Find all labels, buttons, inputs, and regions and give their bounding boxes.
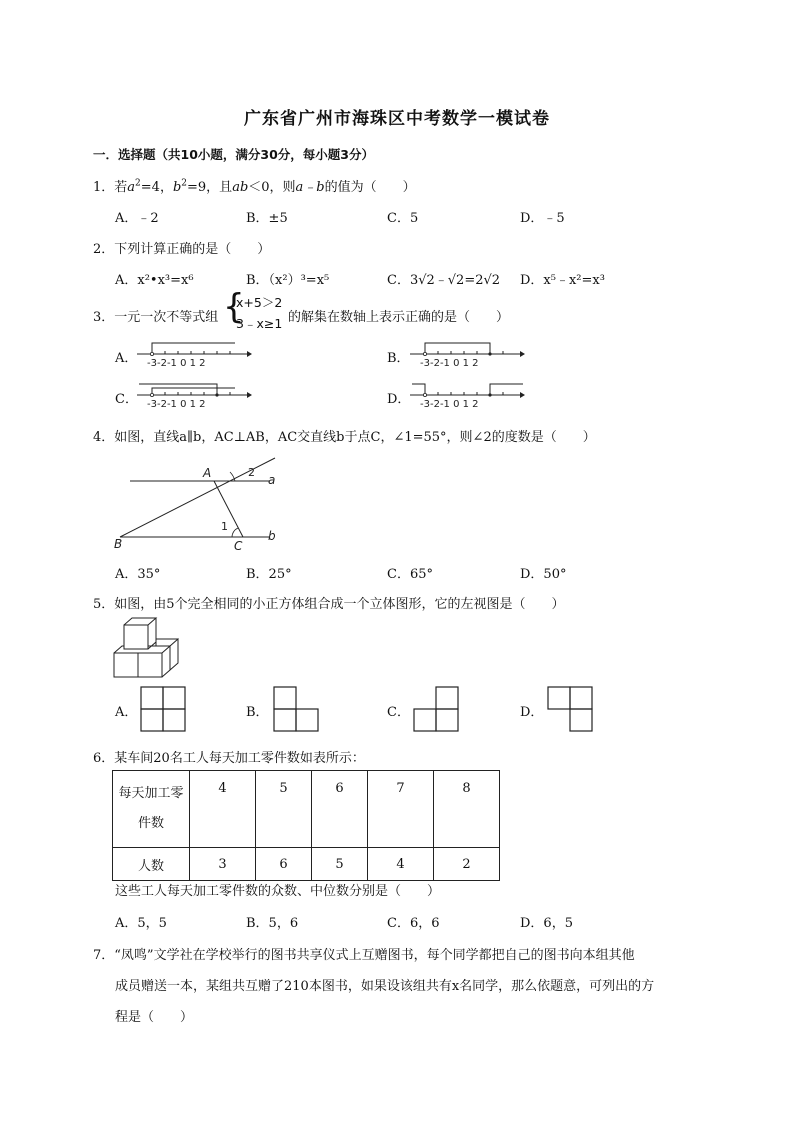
- q6-option-d[interactable]: D．6，5: [520, 916, 573, 931]
- question-2-stem: 2．下列计算正确的是（ ）: [93, 242, 271, 257]
- q6-row1-header: [113, 771, 190, 848]
- table-cell: 4: [190, 771, 256, 848]
- q1-option-a[interactable]: A．﹣2: [115, 211, 159, 226]
- q6-row1-header-line1: 每天加工零: [118, 786, 184, 801]
- q1-var-a: a: [127, 180, 136, 195]
- q5-option-c-label[interactable]: C．: [387, 705, 410, 720]
- q3-inequality-2: 3﹣x≥1: [236, 316, 283, 331]
- q1-option-c[interactable]: C．5: [387, 211, 419, 226]
- label-angle-2: 2: [248, 466, 255, 479]
- table-cell: 5: [312, 848, 368, 881]
- q4-option-d[interactable]: D．50°: [520, 567, 567, 582]
- line-ac: [214, 481, 243, 537]
- q3-option-a-label[interactable]: A．: [115, 351, 138, 366]
- table-row: [113, 771, 500, 848]
- q3-number-line-a: [135, 338, 255, 368]
- q2-option-a[interactable]: A．x²•x³=x⁶: [115, 273, 194, 288]
- q6-table: [112, 770, 500, 881]
- q1-var-amb: a﹣b: [295, 180, 325, 195]
- q4-option-a[interactable]: A．35°: [115, 567, 161, 582]
- q3-option-c-label[interactable]: C．: [115, 392, 138, 407]
- question-3-stem-pre: 3．一元一次不等式组: [93, 310, 219, 325]
- q1-sq-b: 2: [181, 178, 188, 189]
- question-7-line-3: 程是（ ）: [115, 1010, 194, 1025]
- q4-option-c[interactable]: C．65°: [387, 567, 433, 582]
- q3-option-d-label[interactable]: D．: [387, 392, 411, 407]
- q4-option-b[interactable]: B．25°: [246, 567, 292, 582]
- table-cell: 8: [434, 771, 500, 848]
- q1-text-2: =4，: [140, 180, 173, 195]
- q5-option-b-label[interactable]: B．: [246, 705, 269, 720]
- q1-text-1: 1．若: [93, 180, 128, 195]
- table-row: [113, 848, 500, 881]
- table-cell: 2: [434, 848, 500, 881]
- q6-option-c[interactable]: C．6，6: [387, 916, 440, 931]
- q6-option-a[interactable]: A．5，5: [115, 916, 167, 931]
- label-B: B: [114, 537, 123, 551]
- q1-option-d[interactable]: D．﹣5: [520, 211, 565, 226]
- q5-solid-figure: [110, 615, 190, 680]
- q4-figure: [110, 455, 290, 555]
- q3-number-line-b: [408, 338, 528, 368]
- q1-sq-a: 2: [135, 178, 141, 189]
- page-title: 广东省广州市海珠区中考数学一模试卷: [244, 109, 550, 129]
- q5-option-a-label[interactable]: A．: [115, 705, 138, 720]
- table-cell: 7: [368, 771, 434, 848]
- q3-number-line-d: [408, 379, 528, 409]
- q1-var-ab: ab: [232, 180, 249, 195]
- q5-option-c-view: [413, 686, 461, 734]
- q5-option-d-view: [547, 686, 595, 734]
- question-1-stem: [93, 176, 416, 195]
- q3-option-b-label[interactable]: B．: [387, 351, 410, 366]
- table-cell: 3: [190, 848, 256, 881]
- q1-text-5: 的值为（ ）: [324, 180, 416, 195]
- section-heading: 一．选择题（共10小题，满分30分，每小题3分）: [93, 147, 374, 162]
- question-3-stem-post: 的解集在数轴上表示正确的是（ ）: [288, 310, 510, 325]
- q6-row2-header: 人数: [113, 848, 190, 881]
- q3-c-ticks: -3-2-1 0 1 2: [147, 399, 206, 409]
- question-5-stem: 5．如图，由5个完全相同的小正方体组合成一个立体图形，它的左视图是（ ）: [93, 597, 565, 612]
- table-cell: 5: [256, 771, 312, 848]
- q5-option-d-label[interactable]: D．: [520, 705, 544, 720]
- q3-b-ticks: -3-2-1 0 1 2: [420, 358, 479, 368]
- label-a: a: [268, 473, 276, 487]
- label-b: b: [268, 529, 276, 543]
- q1-option-b[interactable]: B．±5: [246, 211, 288, 226]
- q3-d-ticks: -3-2-1 0 1 2: [420, 399, 479, 409]
- question-7-line-2: 成员赠送一本，某组共互赠了210本图书，如果设该组共有x名同学，那么依题意，可列出的方: [115, 979, 655, 994]
- q5-option-b-view: [273, 686, 321, 734]
- q1-text-4: ＜0，则: [248, 180, 296, 195]
- q6-row1-header-line2: 件数: [137, 816, 164, 831]
- q1-var-b: b: [172, 180, 182, 195]
- label-angle-1: 1: [221, 520, 228, 533]
- table-cell: 4: [368, 848, 434, 881]
- question-4-stem: 4．如图，直线a∥b，AC⊥AB，AC交直线b于点C，∠1=55°，则∠2的度数是（ ）: [93, 430, 596, 445]
- q2-option-d[interactable]: D．x⁵﹣x²=x³: [520, 273, 605, 288]
- q6-option-b[interactable]: B．5，6: [246, 916, 299, 931]
- q2-option-c[interactable]: C．3√2﹣√2=2√2: [387, 273, 501, 288]
- question-6-stem: 6．某车间20名工人每天加工零件数如表所示：: [93, 751, 365, 766]
- q3-inequality-1: x+5＞2: [236, 295, 283, 310]
- label-A: A: [203, 466, 212, 480]
- q3-brace: {: [223, 287, 245, 327]
- q5-option-a-view: [140, 686, 188, 734]
- q1-text-3: =9，且: [187, 180, 233, 195]
- q3-a-ticks: -3-2-1 0 1 2: [147, 358, 206, 368]
- table-cell: 6: [312, 771, 368, 848]
- table-cell: 6: [256, 848, 312, 881]
- q2-option-b[interactable]: B．（x²）³=x⁵: [246, 273, 330, 288]
- label-C: C: [234, 539, 243, 553]
- q3-number-line-c: [135, 379, 255, 409]
- question-7-line-1: 7．“凤鸣”文学社在学校举行的图书共享仪式上互赠图书，每个同学都把自己的图书向本组其他: [93, 948, 635, 963]
- q6-question: 这些工人每天加工零件数的众数、中位数分别是（ ）: [115, 884, 441, 899]
